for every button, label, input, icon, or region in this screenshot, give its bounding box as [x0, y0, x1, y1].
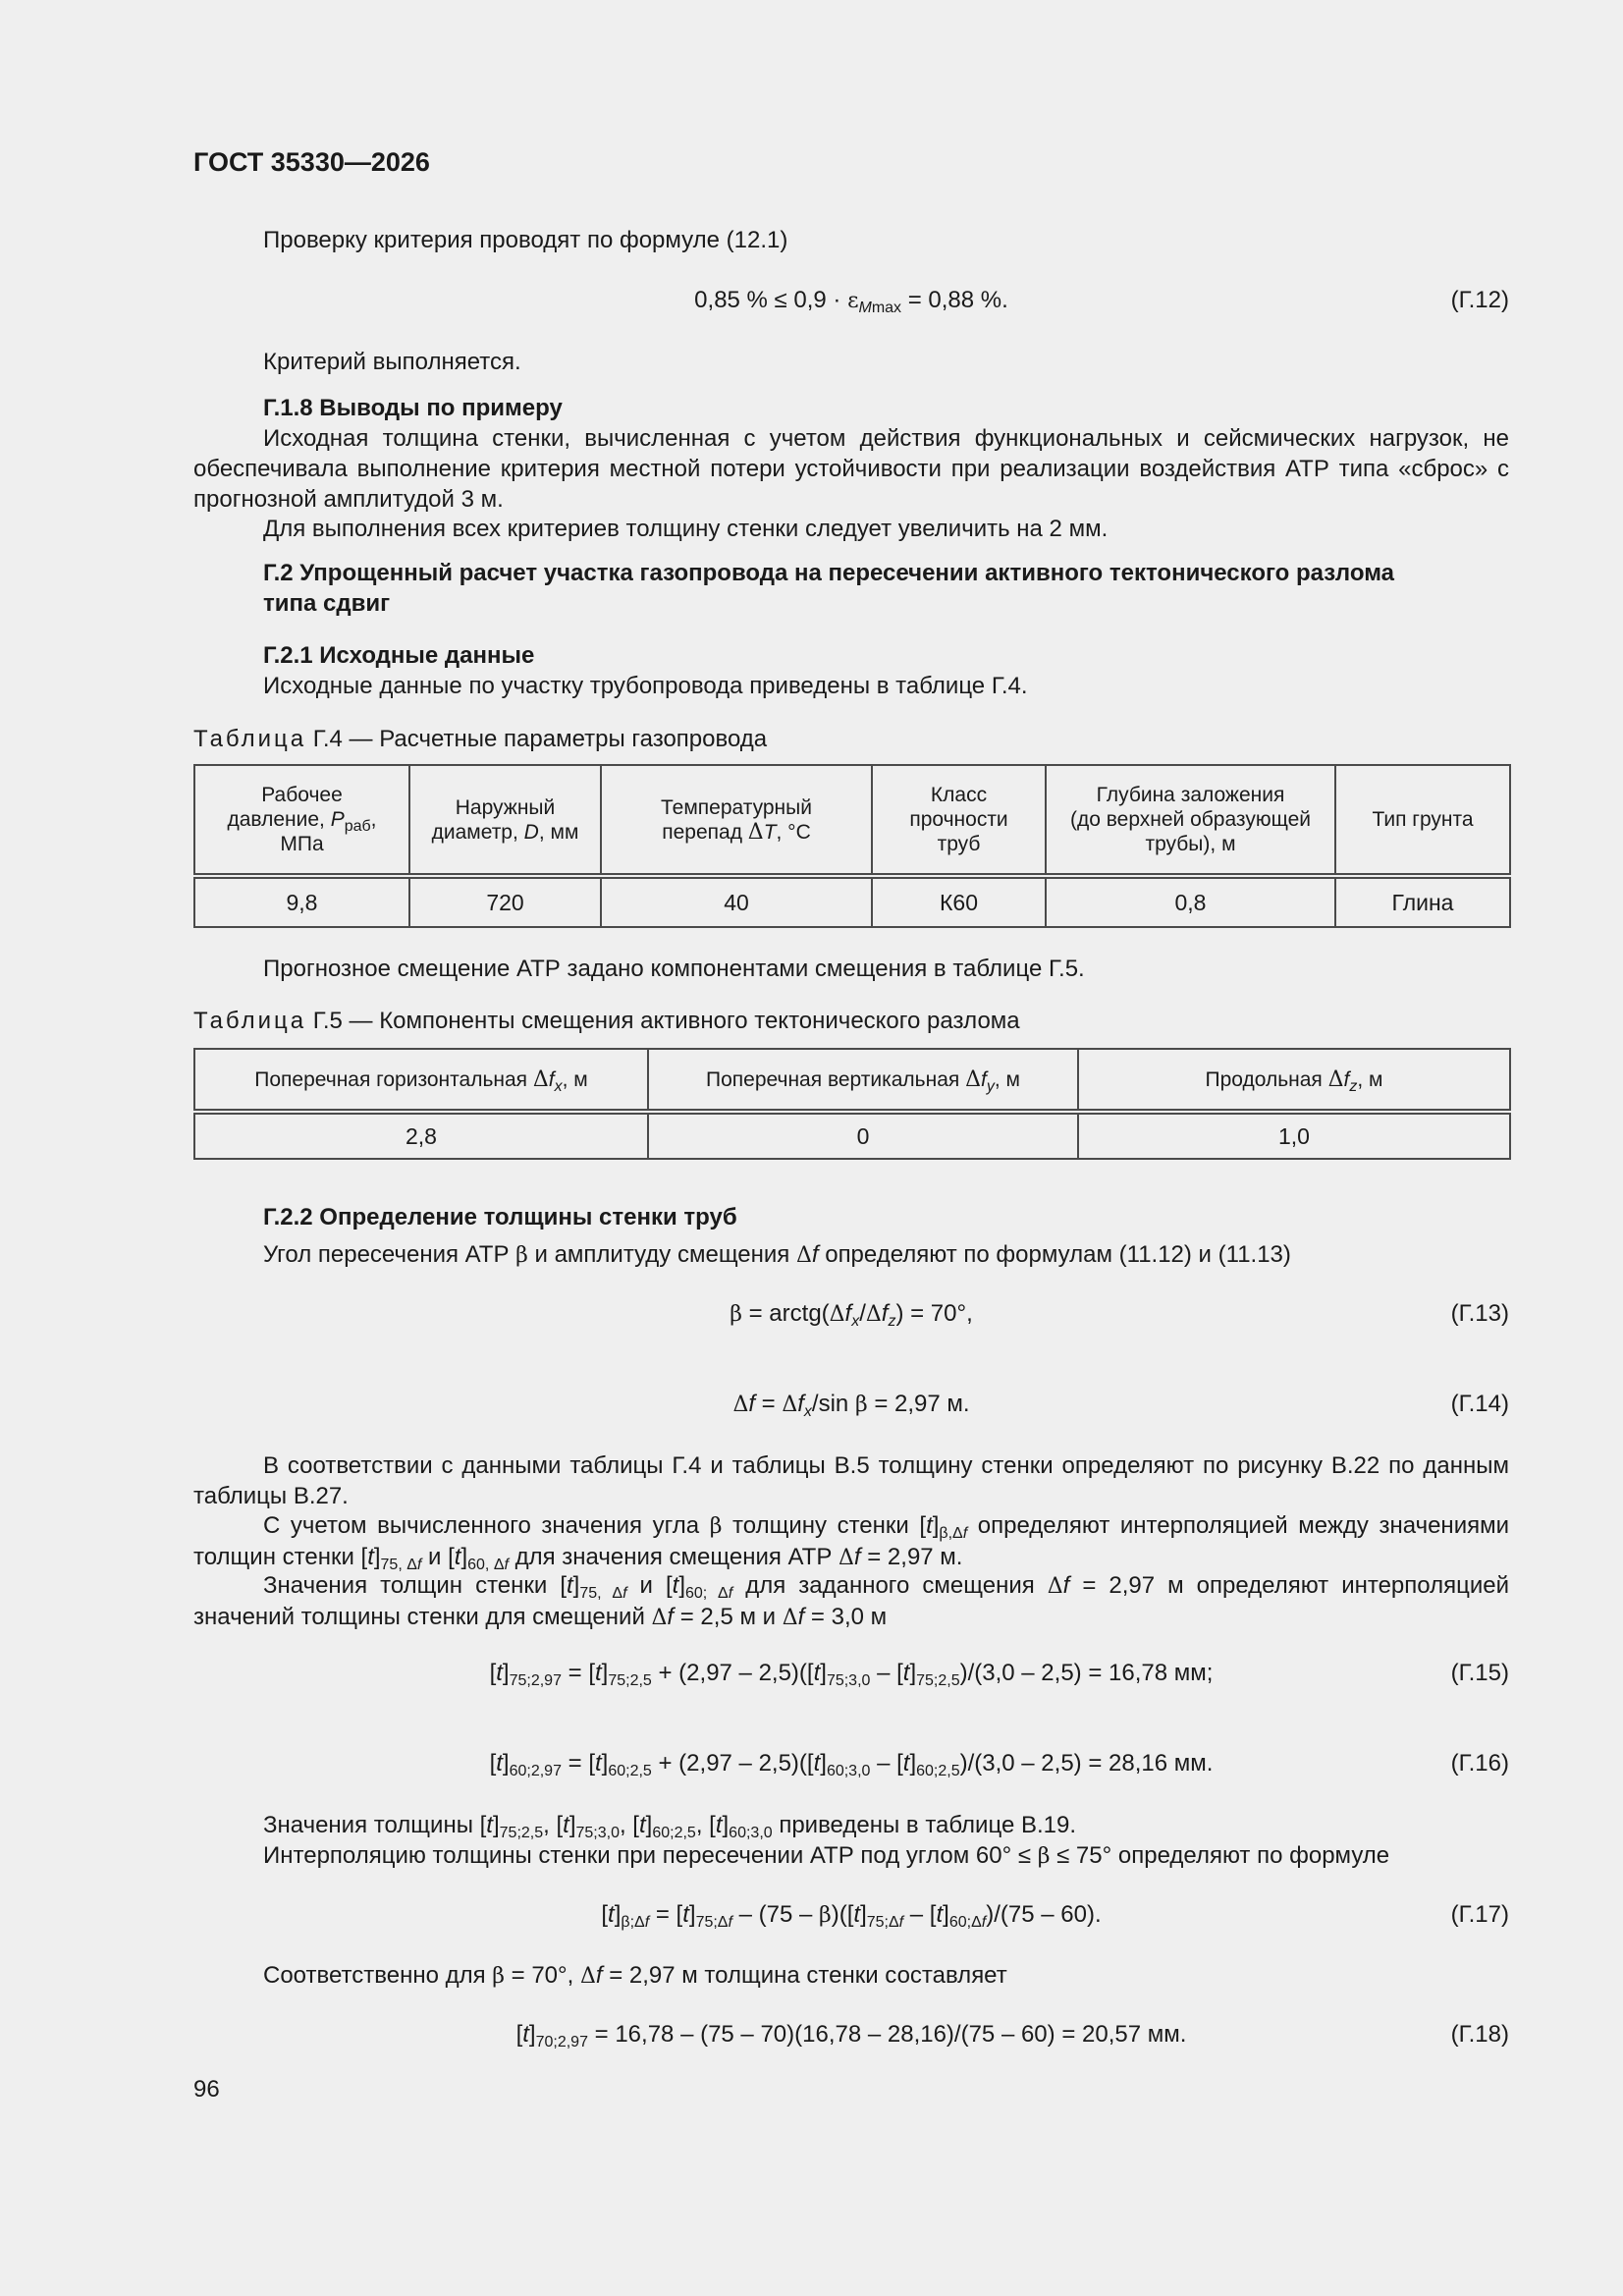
formula-g15: $[t]_{75;2,97} = [t]_{75;2,5} + (2,97 - 2,5)([t]_{75;3,0} - [t]_{75;2,5})/(3,0 - 2,5) = 16,78$ мм; (Г.15) — [193, 1657, 1509, 1690]
section-heading-g18: Г.1.8 Выводы по примеру — [263, 395, 563, 421]
page — [193, 0, 1509, 2296]
paragraph-according: В соответствии с данными таблицы Г.4 и таблицы В.5 толщину стенки определяют по рисунку В.22 по данным таблицы В.27. — [193, 1452, 1509, 1509]
document-header: ГОСТ 35330—2026 — [193, 147, 430, 177]
formula-g13: $\beta = arctg(\Delta f_x/\Delta f_z) = 70^\circ$, (Г.13) — [193, 1297, 1509, 1331]
section-heading-g2: Г.2 Упрощенный расчет участка газопровода на пересечении активного тектонического разлома типа сдвиг — [263, 560, 1394, 617]
formula-number: (Г.16) — [1450, 1750, 1509, 1777]
formula-g17: $[t]_{\beta;\Delta f} = [t]_{75;\Delta f} - (75 - \beta)([t]_{75;\Delta f} - [t]_{60;\Delta f})/(75 - 60)$. (Г.17) — [193, 1898, 1509, 1932]
paragraph-interpolation-formula: Интерполяцию толщины стенки при пересечении АТР под углом 60° ≤ β ≤ 75° определяют по формуле — [263, 1842, 1390, 1869]
table-row — [194, 1112, 1510, 1159]
paragraph-forecast: Прогнозное смещение АТР задано компонентами смещения в таблице Г.5. — [263, 956, 1085, 982]
paragraph-source-data: Исходные данные по участку трубопровода приведены в таблице Г.4. — [263, 673, 1028, 699]
table-header-longitudinal: Продольная $\Delta f_z$, м — [1078, 1049, 1510, 1112]
paragraph-table-b19: Значения толщины $[t]_{75;2,5}$, $[t]_{75;3,0}$, $[t]_{60;2,5}$, $[t]_{60;3,0}$ приведены в таблице В.19. — [263, 1812, 1076, 1841]
table-header-temperature: Температурный перепад ΔT, °С — [601, 765, 872, 876]
table-cell: 9,8 — [194, 876, 409, 927]
table-cell: 0 — [648, 1112, 1078, 1159]
paragraph-check: Проверку критерия проводят по формуле (12.1) — [263, 227, 788, 253]
table-header-diameter: Наружный диаметр, D, мм — [409, 765, 601, 876]
paragraph-angle: Угол пересечения АТР β и амплитуду смещения Δf определяют по формулам (11.12) и (11.13) — [263, 1241, 1291, 1268]
table-header-depth: Глубина заложения (до верхней образующей трубы), м — [1046, 765, 1335, 876]
table-g4 — [193, 764, 1511, 928]
formula-g16: $[t]_{60;2,97} = [t]_{60;2,5} + (2,97 - 2,5)([t]_{60;3,0} - [t]_{60;2,5})/(3,0 - 2,5) = 28,16$ мм. (Г.16) — [193, 1747, 1509, 1780]
table-header-pressure: Рабочее давление, $P_{раб}$, МПа — [194, 765, 409, 876]
paragraph-criterion-met: Критерий выполняется. — [263, 349, 521, 375]
formula-number: (Г.12) — [1450, 287, 1509, 313]
table-g5 — [193, 1048, 1511, 1160]
formula-g14: $\Delta f = \Delta f_x/\sin$ β = 2,97 м. (Г.14) — [193, 1388, 1509, 1421]
table-cell: 40 — [601, 876, 872, 927]
formula-number: (Г.15) — [1450, 1660, 1509, 1686]
paragraph-thickness-values: Значения толщин стенки $[t]_{75, \Delta f}$ и $[t]_{60; \Delta f}$ для заданного смещения Δf = 2,97 м определяют интерполяцией значений толщины стенки для смещений Δf = 2,5 м и Δf = 3,0 м — [193, 1572, 1509, 1630]
formula-number: (Г.17) — [1450, 1901, 1509, 1928]
formula-number: (Г.14) — [1450, 1391, 1509, 1417]
table-cell: 2,8 — [194, 1112, 648, 1159]
table-header-vertical: Поперечная вертикальная $\Delta f_y$, м — [648, 1049, 1078, 1112]
section-heading-g21: Г.2.1 Исходные данные — [263, 642, 535, 669]
paragraph-interpolation: С учетом вычисленного значения угла β толщину стенки $[t]_{\beta,\Delta f}$ определяют интерполяцией между значениями толщин стенки $[t]_{75, \Delta f}$ и $[t]_{60, \Delta f}$ для значения смещения АТР Δf = 2,97 м. — [193, 1512, 1509, 1573]
table-caption-g4: Таблица Г.4 — Расчетные параметры газопровода — [193, 726, 768, 752]
table-cell: Глина — [1335, 876, 1510, 927]
formula-g12: 0,85 % ≤ $0,9 \cdot \varepsilon_{Mmax} = 0,88$ %. (Г.12) — [193, 284, 1509, 317]
page-number: 96 — [193, 2076, 220, 2103]
table-cell: К60 — [872, 876, 1046, 927]
table-cell: 1,0 — [1078, 1112, 1510, 1159]
paragraph-conclusion: Исходная толщина стенки, вычисленная с учетом действия функциональных и сейсмических нагрузок, не обеспечивала выполнение критерия местной потери устойчивости при реализации воздействия АТР типа «сброс» с прогнозной амплитудой 3 м. — [193, 425, 1509, 513]
section-heading-g22: Г.2.2 Определение толщины стенки труб — [263, 1204, 737, 1230]
formula-number: (Г.13) — [1450, 1300, 1509, 1327]
table-header-soil: Тип грунта — [1335, 765, 1510, 876]
formula-number: (Г.18) — [1450, 2021, 1509, 2048]
formula-g18: $[t]_{70;2,97} = 16,78 - (75 - 70)(16,78 - 28,16)/(75 - 60) = 20,57$ мм. (Г.18) — [193, 2018, 1509, 2051]
paragraph-result: Соответственно для β = 70°, Δf = 2,97 м толщина стенки составляет — [263, 1962, 1007, 1989]
table-row — [194, 876, 1510, 927]
table-cell: 0,8 — [1046, 876, 1335, 927]
table-cell: 720 — [409, 876, 601, 927]
table-header-horizontal: Поперечная горизонтальная $\Delta f_x$, м — [194, 1049, 648, 1112]
table-caption-g5: Таблица Г.5 — Компоненты смещения активного тектонического разлома — [193, 1008, 1020, 1034]
paragraph-increase: Для выполнения всех критериев толщину стенки следует увеличить на 2 мм. — [263, 516, 1109, 542]
table-header-strength-class: Класс прочности труб — [872, 765, 1046, 876]
